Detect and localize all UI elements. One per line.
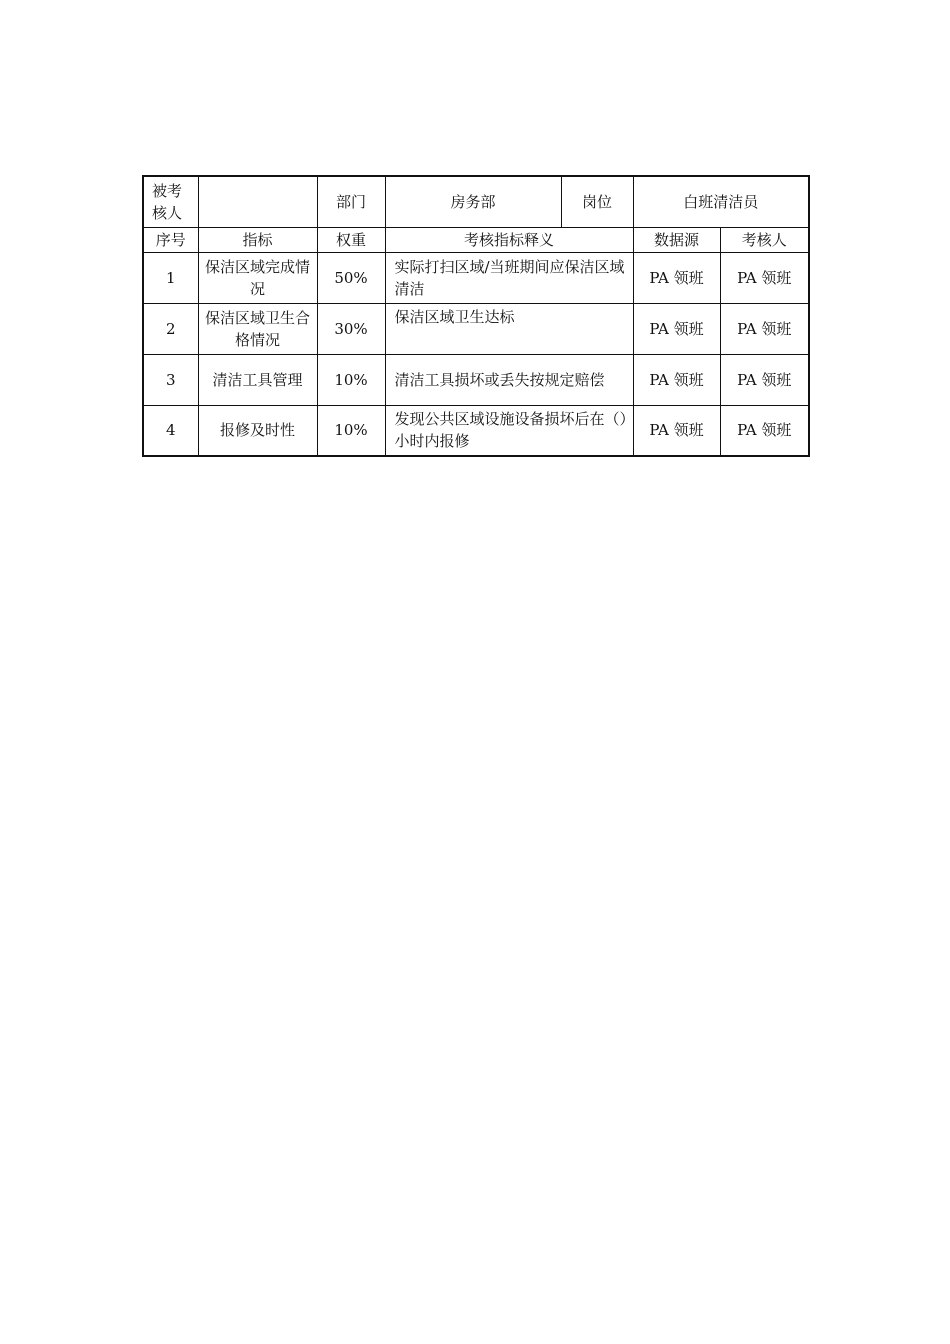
row-indicator: 清洁工具管理 [198,354,317,405]
row-assessor: PA 领班 [720,405,809,456]
assessment-table [142,175,810,457]
row-weight: 30% [317,303,385,354]
row-no: 1 [143,252,198,303]
examinee-value [198,176,317,227]
row-indicator: 保洁区域完成情况 [198,252,317,303]
row-weight: 10% [317,405,385,456]
column-header-assessor: 考核人 [720,227,809,252]
column-header-indicator: 指标 [198,227,317,252]
row-no: 4 [143,405,198,456]
row-source: PA 领班 [633,354,720,405]
column-header-definition: 考核指标释义 [385,227,633,252]
column-header-row [143,227,809,252]
row-source: PA 领班 [633,303,720,354]
department-value: 房务部 [385,176,561,227]
row-indicator: 保洁区域卫生合格情况 [198,303,317,354]
table-row [143,252,809,303]
row-assessor: PA 领班 [720,303,809,354]
column-header-no: 序号 [143,227,198,252]
table-row [143,405,809,456]
row-definition: 实际打扫区域/当班期间应保洁区域清洁 [385,252,633,303]
row-definition: 保洁区域卫生达标 [385,303,633,354]
row-assessor: PA 领班 [720,354,809,405]
row-weight: 50% [317,252,385,303]
position-label: 岗位 [561,176,633,227]
column-header-source: 数据源 [633,227,720,252]
column-header-weight: 权重 [317,227,385,252]
row-no: 2 [143,303,198,354]
row-definition: 发现公共区域设施设备损坏后在（）小时内报修 [385,405,633,456]
row-assessor: PA 领班 [720,252,809,303]
row-source: PA 领班 [633,405,720,456]
row-source: PA 领班 [633,252,720,303]
table-row [143,354,809,405]
row-weight: 10% [317,354,385,405]
examinee-label: 被考核人 [143,176,198,227]
position-value: 白班清洁员 [633,176,809,227]
row-indicator: 报修及时性 [198,405,317,456]
header-info-row [143,176,809,227]
row-definition: 清洁工具损坏或丢失按规定赔偿 [385,354,633,405]
row-no: 3 [143,354,198,405]
department-label: 部门 [317,176,385,227]
table-row [143,303,809,354]
